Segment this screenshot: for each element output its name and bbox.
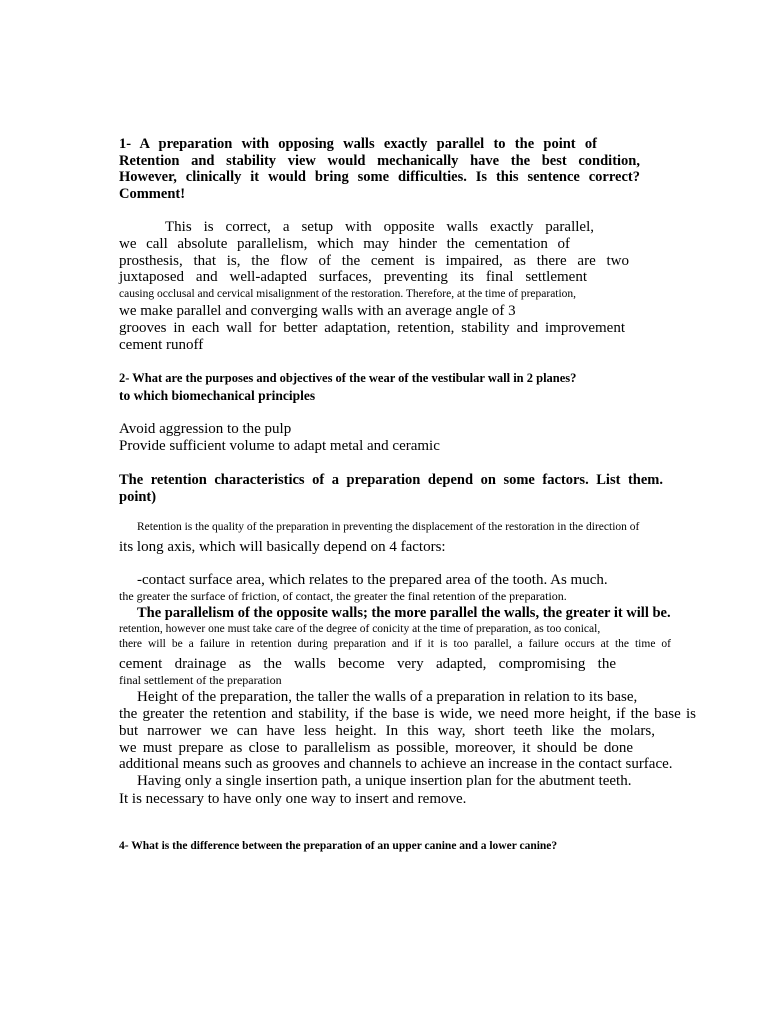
q3-answer-line: we must prepare as close to parallelism as possible, moreover, it should be done bbox=[119, 740, 633, 756]
q2-answer-line: Avoid aggression to the pulp bbox=[119, 421, 292, 437]
q1-answer-line: This is correct, a setup with opposite walls exactly parallel, bbox=[165, 219, 594, 235]
q3-answer-line: additional means such as grooves and channels to achieve an increase in the contact surface. bbox=[119, 756, 673, 772]
q1-title-line: Comment! bbox=[119, 186, 186, 202]
q3-title-line: point) bbox=[119, 489, 157, 505]
q3-answer-line: The parallelism of the opposite walls; the more parallel the walls, the greater it will be. bbox=[137, 605, 671, 621]
q3-answer-line: final settlement of the preparation bbox=[119, 673, 282, 687]
q3-answer-line: Retention is the quality of the preparation in preventing the displacement of the restoration in the direction of bbox=[137, 521, 640, 533]
q3-answer-line: retention, however one must take care of the degree of conicity at the time of preparation, as too conical, bbox=[119, 623, 601, 635]
q2-answer-line: Provide sufficient volume to adapt metal and ceramic bbox=[119, 438, 440, 454]
q1-answer-line: cement runoff bbox=[119, 337, 204, 353]
q3-answer-line: there will be a failure in retention during preparation and if it is too parallel, a failure occurs at the time of bbox=[119, 638, 671, 650]
q3-answer-line: It is necessary to have only one way to insert and remove. bbox=[119, 791, 467, 807]
q3-answer-line: its long axis, which will basically depend on 4 factors: bbox=[119, 539, 446, 555]
q1-answer-line: juxtaposed and well-adapted surfaces, preventing its final settlement bbox=[119, 269, 587, 285]
q4-title: 4- What is the difference between the preparation of an upper canine and a lower canine? bbox=[119, 840, 558, 852]
q3-answer-line: Having only a single insertion path, a unique insertion plan for the abutment teeth. bbox=[137, 773, 632, 789]
q3-answer-line: the greater the retention and stability, if the base is wide, we need more height, if the base is bbox=[119, 706, 696, 722]
q2-title-line: to which biomechanical principles bbox=[119, 388, 316, 403]
q3-answer-line: -contact surface area, which relates to the prepared area of the tooth. As much. bbox=[137, 572, 608, 588]
q1-title-line: However, clinically it would bring some difficulties. Is this sentence correct? bbox=[119, 169, 640, 185]
q1-answer-line: we make parallel and converging walls with an average angle of 3 bbox=[119, 303, 516, 319]
q3-answer-line: the greater the surface of friction, of contact, the greater the final retention of the preparation. bbox=[119, 589, 567, 603]
q1-answer-line: grooves in each wall for better adaptation, retention, stability and improvement bbox=[119, 320, 625, 336]
q3-title-line: The retention characteristics of a preparation depend on some factors. List them. bbox=[119, 472, 663, 488]
q1-answer-line: prosthesis, that is, the flow of the cement is impaired, as there are two bbox=[119, 253, 629, 269]
q1-title-line: 1- A preparation with opposing walls exactly parallel to the point of bbox=[119, 136, 597, 152]
q1-title-line: Retention and stability view would mechanically have the best condition, bbox=[119, 153, 640, 169]
q3-answer-line: cement drainage as the walls become very adapted, compromising the bbox=[119, 656, 616, 672]
q3-answer-line: but narrower we can have less height. In this way, short teeth like the molars, bbox=[119, 723, 655, 739]
q3-answer-line: Height of the preparation, the taller the walls of a preparation in relation to its base, bbox=[137, 689, 638, 705]
q2-title-line: 2- What are the purposes and objectives of the wear of the vestibular wall in 2 planes? bbox=[119, 371, 577, 385]
q1-answer-line: causing occlusal and cervical misalignment of the restoration. Therefore, at the time of preparation, bbox=[119, 288, 577, 300]
q1-answer-line: we call absolute parallelism, which may hinder the cementation of bbox=[119, 236, 570, 252]
